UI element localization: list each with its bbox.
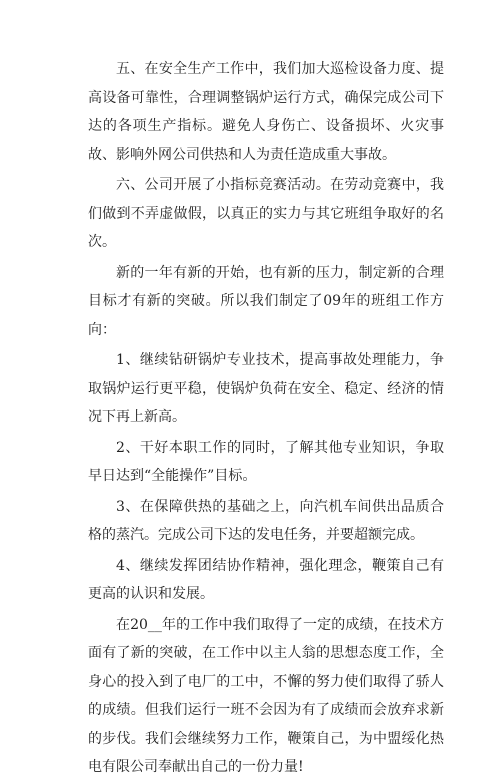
document-body (88, 55, 444, 784)
paragraph-goal-4: 4、继续发挥团结协作精神，强化理念，鞭策自己有更高的认识和发展。 (88, 557, 444, 602)
paragraph-safety: 五、在安全生产工作中，我们加大巡检设备力度、提高设备可靠性，合理调整锅炉运行方式，确保完成公司下达的各项生产指标。避免人身伤亡、设备损坏、火灾事故、影响外网公司供热和人为责任造成重大事故。 (88, 61, 444, 163)
paragraph-goal-1: 1、继续钻研锅炉专业技术，提高事故处理能力，争取锅炉运行更平稳，使锅炉负荷在安全、稳定、经济的情况下再上新高。 (88, 352, 444, 425)
paragraph-conclusion: 在20__年的工作中我们取得了一定的成绩，在技术方面有了新的突破，在工作中以主人翁的思想态度工作，全身心的投入到了电厂的工中，不懈的努力使们取得了骄人的成绩。但我们运行一班不会因为有了成绩而会放弃求新的步伐。我们会继续努力工作，鞭策自己，为中盟绥化热电有限公司奉献出自己的一份力量! (88, 616, 444, 775)
paragraph-competition: 六、公司开展了小指标竞赛活动。在劳动竞赛中，我们做到不弄虚做假，以真正的实力与其它班组争取好的名次。 (88, 177, 444, 250)
paragraph-goal-3: 3、在保障供热的基础之上，向汽机车间供出品质合格的蒸汽。完成公司下达的发电任务，并要超额完成。 (88, 498, 444, 543)
paragraph-new-year: 新的一年有新的开始，也有新的压力，制定新的合理目标才有新的突破。所以我们制定了09年的班组工作方向： (88, 264, 444, 338)
paragraph-goal-2: 2、干好本职工作的同时，了解其他专业知识，争取早日达到“全能操作”目标。 (88, 439, 444, 484)
